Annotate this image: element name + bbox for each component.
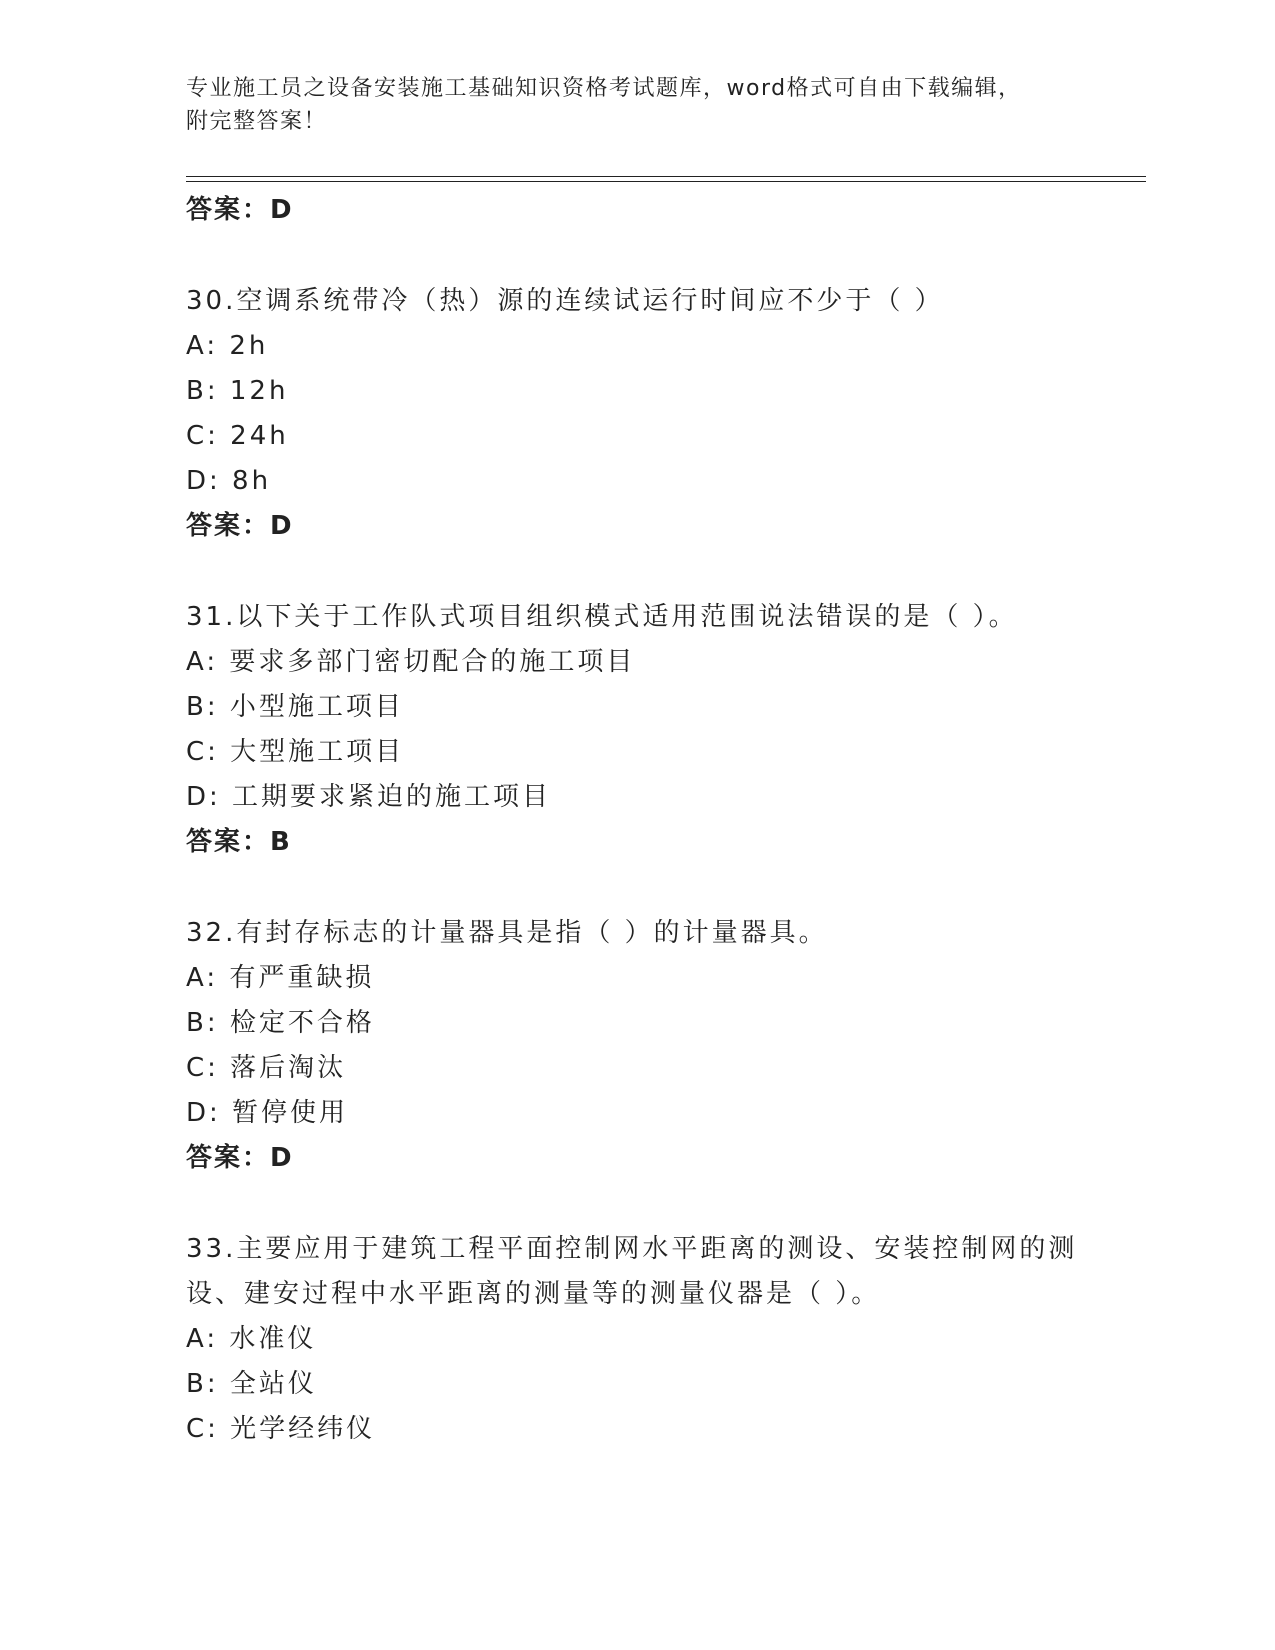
question-text: 31.以下关于工作队式项目组织模式适用范围说法错误的是（ ）。 <box>186 602 1018 632</box>
option-a: A: 有严重缺损 <box>186 963 375 993</box>
option-b: B: 全站仪 <box>186 1369 317 1399</box>
question-text-line-2: 设、建安过程中水平距离的测量等的测量仪器是（ ）。 <box>186 1279 881 1309</box>
question-32 <box>186 911 1086 1181</box>
spacer <box>186 1181 1086 1227</box>
option-d: D: 8h <box>186 466 272 496</box>
spacer <box>186 549 1086 595</box>
option-d: D: 工期要求紧迫的施工项目 <box>186 782 552 812</box>
question-text-line-1: 33.主要应用于建筑工程平面控制网水平距离的测设、安装控制网的测 <box>186 1234 1078 1264</box>
option-a: A: 2h <box>186 331 269 361</box>
question-text: 30.空调系统带冷（热）源的连续试运行时间应不少于（ ） <box>186 286 944 316</box>
option-c: C: 大型施工项目 <box>186 737 405 767</box>
option-b: B: 小型施工项目 <box>186 692 404 722</box>
question-31 <box>186 595 1086 865</box>
option-a: A: 要求多部门密切配合的施工项目 <box>186 647 636 677</box>
option-b: B: 检定不合格 <box>186 1008 375 1038</box>
header-line-1: 专业施工员之设备安装施工基础知识资格考试题库，word格式可自由下载编辑， <box>186 76 1022 101</box>
spacer <box>186 233 1086 279</box>
option-b: B: 12h <box>186 376 289 406</box>
answer: 答案：B <box>186 827 292 857</box>
previous-answer: 答案：D <box>186 195 294 225</box>
answer: 答案：D <box>186 1143 294 1173</box>
question-30 <box>186 279 1086 549</box>
option-c: C: 光学经纬仪 <box>186 1414 376 1444</box>
option-a: A: 水准仪 <box>186 1324 317 1354</box>
spacer <box>186 865 1086 911</box>
option-c: C: 24h <box>186 421 289 451</box>
question-33 <box>186 1227 1086 1452</box>
header-line-2: 附完整答案！ <box>186 109 328 134</box>
option-d: D: 暂停使用 <box>186 1098 349 1128</box>
answer: 答案：D <box>186 511 294 541</box>
question-list <box>186 188 1086 1452</box>
header-divider-bottom <box>186 181 1146 182</box>
option-c: C: 落后淘汰 <box>186 1053 347 1083</box>
question-text: 32.有封存标志的计量器具是指（ ）的计量器具。 <box>186 918 828 948</box>
header-divider-top <box>186 176 1146 177</box>
document-header <box>186 72 1086 138</box>
